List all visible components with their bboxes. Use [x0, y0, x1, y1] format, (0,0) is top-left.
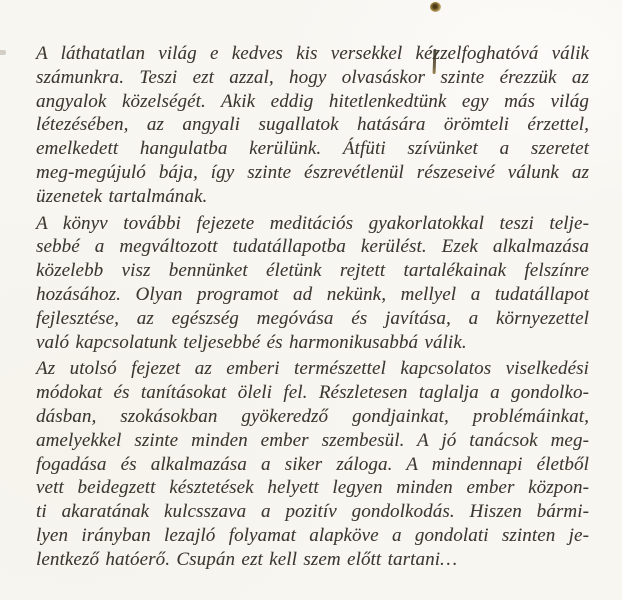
text-line: üzenetek tartalmának.: [36, 185, 208, 207]
text-line: számunkra. Teszi ezt azzal, hogy olvasáskor szinte érezzük az: [36, 66, 589, 88]
page-edge-mark: [0, 50, 6, 55]
text-line: vett beidegzett késztetések helyett legyen minden ember közpon-: [36, 477, 589, 499]
text-line: dásban, szokásokban gyökeredző gondjainkat, problémáinkat,: [36, 405, 589, 427]
text-line: emelkedett hangulatba kerülünk. Átfüti szívünket a szeretet: [36, 138, 589, 160]
text-line: A könyv további fejezete meditációs gyakorlatokkal teszi telje-: [36, 212, 589, 234]
ink-speck: [430, 2, 441, 12]
paragraph: [36, 42, 589, 209]
text-line: módokat és tanításokat öleli fel. Részletesen taglalja a gondolko-: [36, 382, 589, 404]
paragraph: [36, 357, 589, 571]
text-line: lentkező hatóerő. Csupán ezt kell szem előtt tartani…: [36, 548, 458, 570]
text-line: ti akaratának kulcsszava a pozitív gondolkodás. Hiszen bármi-: [36, 501, 589, 523]
text-line: való kapcsolatunk teljesebbé és harmonikusabbá válik.: [36, 331, 467, 353]
text-line: létezésében, az angyali sugallatok hatására örömteli érzettel,: [36, 114, 589, 136]
text-line: meg-megújuló bája, így szinte észrevétlenül részeseivé válunk az: [36, 161, 589, 183]
text-line: angyalok közelségét. Akik eddig hitetlenkedtünk egy más világ: [36, 90, 589, 112]
text-line: fejlesztése, az egészség megóvása és javítása, a környezettel: [36, 307, 589, 329]
text-line: A láthatatlan világ e kedves kis versekkel kézzelfoghatóvá válik: [36, 43, 589, 64]
text-line: hozásához. Olyan programot ad nekünk, mellyel a tudatállapot: [36, 283, 589, 305]
text-line: közelebb visz bennünket életünk rejtett tartalékainak felszínre: [36, 260, 589, 282]
paragraph: [36, 212, 589, 355]
text-line: sebbé a megváltozott tudatállapotba kerülést. Ezek alkalmazása: [36, 236, 589, 258]
text-line: amelyekkel szinte minden ember szembesül. A jó tanácsok meg-: [36, 429, 589, 451]
text-line: Az utolsó fejezet az emberi természettel kapcsolatos viselkedési: [36, 358, 589, 380]
page-text-block: [36, 42, 589, 572]
text-line: lyen irányban lezajló folyamat alapköve a gondolati szinten je-: [36, 524, 589, 546]
text-line: fogadása és alkalmazása a siker záloga. A mindennapi életből: [36, 453, 589, 475]
